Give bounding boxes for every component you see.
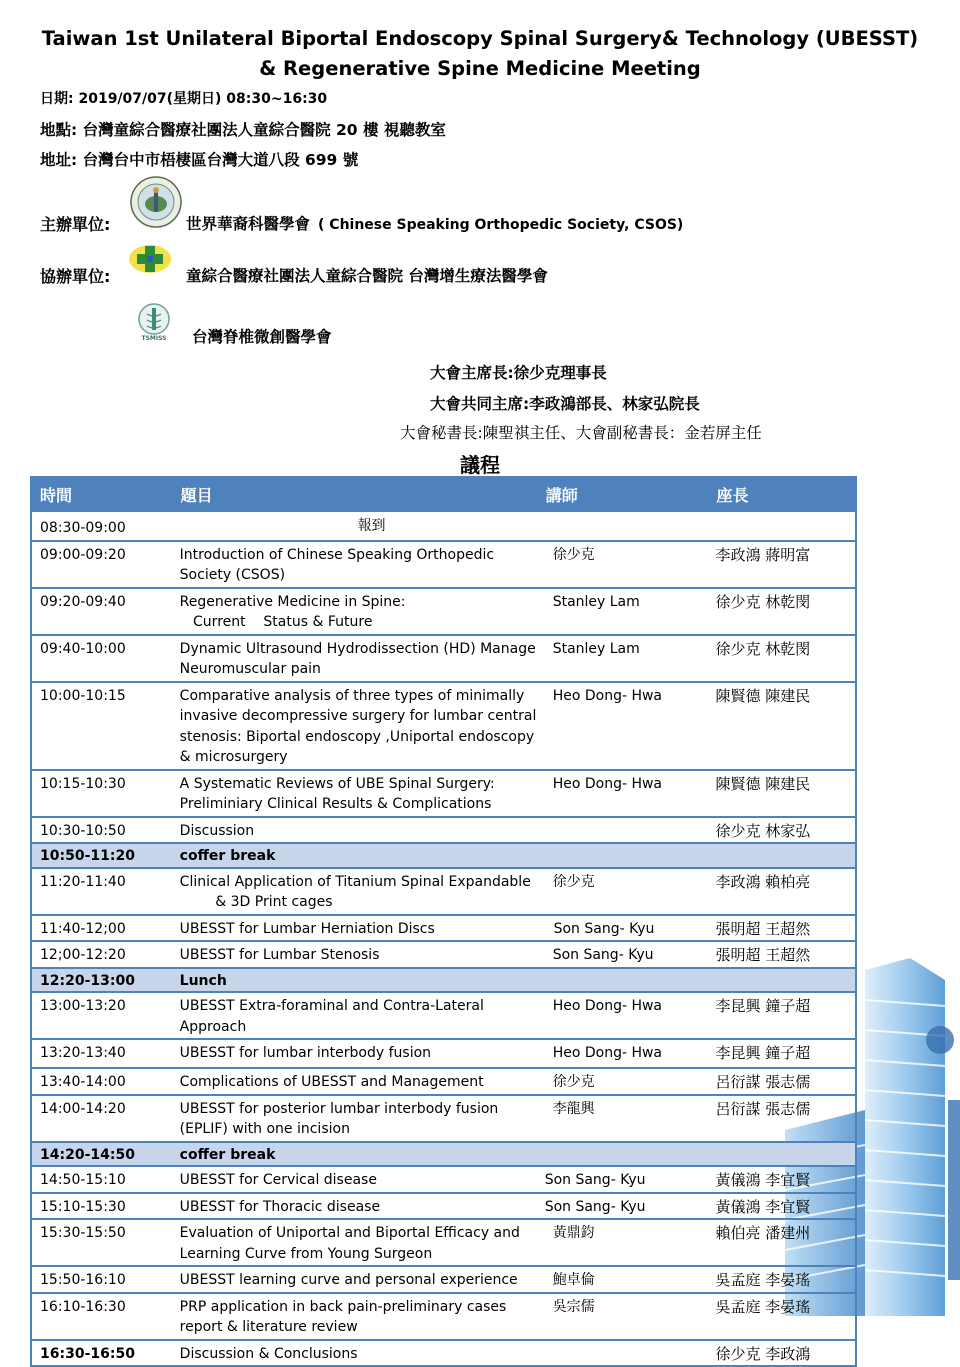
row-time: 14:00-14:20 <box>31 1095 172 1142</box>
row-speaker <box>537 968 708 993</box>
row-time: 12;00-12:20 <box>31 941 172 968</box>
row-moderator: 徐少克 林家弘 <box>707 817 856 844</box>
table-row <box>31 588 856 635</box>
table-row <box>31 1142 856 1167</box>
row-topic: coffer break <box>172 843 537 868</box>
row-speaker <box>537 843 708 868</box>
event-date: 日期: 2019/07/07(星期日) 08:30~16:30 <box>40 91 328 107</box>
row-topic: UBESST Extra-foraminal and Contra-Lateral Approach <box>172 992 537 1039</box>
row-topic: UBESST learning curve and personal experience <box>172 1266 537 1293</box>
row-time: 14:50-15:10 <box>31 1166 172 1193</box>
row-time: 13:00-13:20 <box>31 992 172 1039</box>
row-topic: UBESST for Lumbar Herniation Discs <box>172 915 537 942</box>
title-line1: Taiwan 1st Unilateral Biportal Endoscopy Spinal Surgery& Technology (UBESST) <box>41 27 919 50</box>
table-row <box>31 1293 856 1340</box>
row-speaker: 徐少克 <box>537 541 708 588</box>
row-moderator: 吳孟庭 李晏瑤 <box>707 1293 856 1340</box>
table-row <box>31 1166 856 1193</box>
tsmiss-logo <box>132 302 176 344</box>
agenda-table <box>30 476 857 1367</box>
row-moderator: 吳孟庭 李晏瑤 <box>707 1266 856 1293</box>
row-moderator: 呂衍謀 張志儒 <box>707 1095 856 1142</box>
row-moderator: 張明超 王超然 <box>707 915 856 942</box>
row-topic: UBESST for Lumbar Stenosis <box>172 941 537 968</box>
row-speaker: Heo Dong- Hwa <box>537 682 708 770</box>
row-time: 13:40-14:00 <box>31 1068 172 1095</box>
table-row <box>31 992 856 1039</box>
row-speaker: Heo Dong- Hwa <box>537 1039 708 1068</box>
row-moderator: 徐少克 林乾閔 <box>707 588 856 635</box>
table-row <box>31 941 856 968</box>
row-moderator: 李政鴻 賴柏亮 <box>707 868 856 915</box>
co-label: 協辦單位: <box>40 267 111 286</box>
csos-logo <box>130 176 182 228</box>
tsmiss-logo-text: TSMISS <box>141 335 167 342</box>
row-moderator <box>707 511 856 541</box>
row-topic: Regenerative Medicine in Spine: Current Status & Future <box>172 588 537 635</box>
row-speaker: Son Sang- Kyu <box>537 1166 708 1193</box>
row-moderator: 李昆興 鐘子超 <box>707 992 856 1039</box>
chairman: 大會主席長:徐少克理事長 <box>430 364 607 382</box>
table-row <box>31 868 856 915</box>
row-speaker <box>537 817 708 844</box>
row-topic: 報到 <box>172 511 708 541</box>
row-speaker: 李龍興 <box>537 1095 708 1142</box>
hospital-logo <box>128 243 172 275</box>
row-speaker: Son Sang- Kyu <box>537 1193 708 1220</box>
row-topic: Clinical Application of Titanium Spinal Expandable & 3D Print cages <box>172 868 537 915</box>
row-topic: Discussion <box>172 817 537 844</box>
table-row <box>31 968 856 993</box>
table-row <box>31 770 856 817</box>
row-moderator: 李昆興 鐘子超 <box>707 1039 856 1068</box>
row-topic: UBESST for lumbar interbody fusion <box>172 1039 537 1068</box>
table-row <box>31 1219 856 1266</box>
row-speaker: Stanley Lam <box>537 588 708 635</box>
row-time: 08:30-09:00 <box>31 511 172 541</box>
row-topic: UBESST for posterior lumbar interbody fusion (EPLIF) with one incision <box>172 1095 537 1142</box>
row-topic: Complications of UBESST and Management <box>172 1068 537 1095</box>
row-time: 14:20-14:50 <box>31 1142 172 1167</box>
row-time: 10:30-10:50 <box>31 817 172 844</box>
table-row <box>31 635 856 682</box>
row-speaker: 徐少克 <box>537 1068 708 1095</box>
host-name-en: ( Chinese Speaking Orthopedic Society, CSOS) <box>318 217 684 233</box>
row-topic: A Systematic Reviews of UBE Spinal Surgery: Preliminiary Clinical Results & Complications <box>172 770 537 817</box>
row-moderator: 張明超 王超然 <box>707 941 856 968</box>
row-speaker: 徐少克 <box>537 868 708 915</box>
row-topic: UBESST for Cervical disease <box>172 1166 537 1193</box>
row-moderator: 陳賢德 陳建民 <box>707 770 856 817</box>
host-org <box>186 212 683 234</box>
row-time: 15:30-15:50 <box>31 1219 172 1266</box>
row-moderator: 徐少克 李政鴻 <box>707 1340 856 1367</box>
row-moderator: 呂衍謀 張志儒 <box>707 1068 856 1095</box>
row-time: 11:20-11:40 <box>31 868 172 915</box>
event-venue: 地點: 台灣童綜合醫療社團法人童綜合醫院 20 樓 視聽教室 <box>40 121 446 139</box>
row-moderator: 徐少克 林乾閔 <box>707 635 856 682</box>
title-line2: & Regenerative Spine Medicine Meeting <box>259 57 701 80</box>
row-speaker: Son Sang- Kyu <box>537 915 708 942</box>
row-topic: Evaluation of Uniportal and Biportal Efficacy and Learning Curve from Young Surgeon <box>172 1219 537 1266</box>
row-time: 10:00-10:15 <box>31 682 172 770</box>
host-label: 主辦單位: <box>40 215 111 234</box>
table-row <box>31 682 856 770</box>
row-time: 11:40-12;00 <box>31 915 172 942</box>
row-time: 10:50-11:20 <box>31 843 172 868</box>
table-row <box>31 843 856 868</box>
header-speaker: 講師 <box>537 477 708 511</box>
row-topic: Lunch <box>172 968 537 993</box>
host-name: 世界華裔科醫學會 <box>186 215 311 233</box>
row-speaker: 吳宗儒 <box>537 1293 708 1340</box>
row-moderator: 陳賢德 陳建民 <box>707 682 856 770</box>
row-topic: Discussion & Conclusions <box>172 1340 537 1367</box>
co-chairs: 大會共同主席:李政鴻部長、林家弘院長 <box>430 395 700 413</box>
table-row <box>31 817 856 844</box>
row-time: 16:10-16:30 <box>31 1293 172 1340</box>
agenda-header-row <box>31 477 856 511</box>
row-topic: Comparative analysis of three types of minimally invasive decompressive surgery for lumbar central stenosis: Biportal endoscopy ,Uniportal endoscopy & microsurgery <box>172 682 537 770</box>
table-row <box>31 1340 856 1367</box>
row-moderator <box>707 1142 856 1167</box>
table-row <box>31 1095 856 1142</box>
table-row <box>31 1193 856 1220</box>
row-speaker: 黃鼎鈞 <box>537 1219 708 1266</box>
row-moderator <box>707 843 856 868</box>
header-time: 時間 <box>31 477 172 511</box>
row-time: 15:10-15:30 <box>31 1193 172 1220</box>
row-topic: Dynamic Ultrasound Hydrodissection (HD) Manage Neuromuscular pain <box>172 635 537 682</box>
row-topic: PRP application in back pain-preliminary cases report & literature review <box>172 1293 537 1340</box>
row-topic: UBESST for Thoracic disease <box>172 1193 537 1220</box>
row-speaker: Son Sang- Kyu <box>537 941 708 968</box>
row-moderator: 賴伯亮 潘建州 <box>707 1219 856 1266</box>
row-time: 10:15-10:30 <box>31 770 172 817</box>
row-moderator <box>707 968 856 993</box>
row-speaker: Heo Dong- Hwa <box>537 992 708 1039</box>
row-moderator: 黃儀鴻 李宜賢 <box>707 1193 856 1220</box>
row-time: 12:20-13:00 <box>31 968 172 993</box>
row-speaker: 鮑卓倫 <box>537 1266 708 1293</box>
row-topic: coffer break <box>172 1142 537 1167</box>
row-time: 09:40-10:00 <box>31 635 172 682</box>
row-speaker <box>537 1142 708 1167</box>
table-row <box>31 915 856 942</box>
header-moderator: 座長 <box>707 477 856 511</box>
row-time: 15:50-16:10 <box>31 1266 172 1293</box>
co-org-third: 台灣脊椎微創醫學會 <box>192 328 332 346</box>
row-time: 09:00-09:20 <box>31 541 172 588</box>
row-moderator: 黃儀鴻 李宜賢 <box>707 1166 856 1193</box>
event-address: 地址: 台灣台中市梧棲區台灣大道八段 699 號 <box>40 151 359 169</box>
co-orgs: 童綜合醫療社團法人童綜合醫院 台灣增生療法醫學會 <box>186 267 548 285</box>
row-moderator: 李政鴻 蔣明富 <box>707 541 856 588</box>
row-speaker: Heo Dong- Hwa <box>537 770 708 817</box>
agenda-title: 議程 <box>460 453 500 477</box>
header-topic: 題目 <box>172 477 537 511</box>
table-row <box>31 1039 856 1068</box>
row-speaker <box>537 1340 708 1367</box>
table-row <box>31 1266 856 1293</box>
row-time: 09:20-09:40 <box>31 588 172 635</box>
secretaries: 大會秘書長:陳聖祺主任、大會副秘書長：金若屏主任 <box>400 424 762 442</box>
table-row <box>31 511 856 541</box>
row-time: 16:30-16:50 <box>31 1340 172 1367</box>
table-row <box>31 541 856 588</box>
row-speaker: Stanley Lam <box>537 635 708 682</box>
table-row <box>31 1068 856 1095</box>
row-time: 13:20-13:40 <box>31 1039 172 1068</box>
row-topic: Introduction of Chinese Speaking Orthopedic Society (CSOS) <box>172 541 537 588</box>
